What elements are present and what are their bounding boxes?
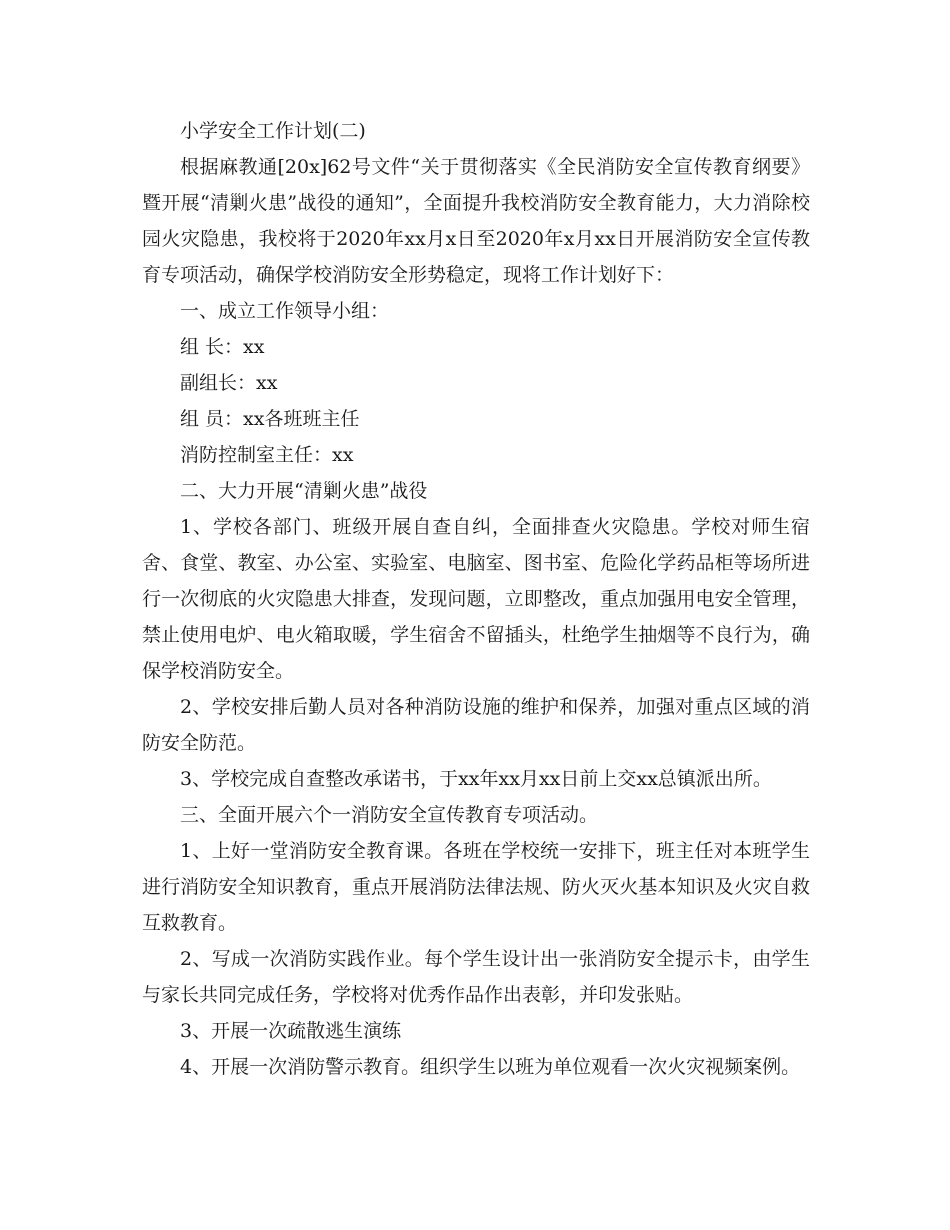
item-paragraph: 1、学校各部门、班级开展自查自纠，全面排查火灾隐患。学校对师生宿舍、食堂、教室、办公室、实验室、电脑室、图书室、危险化学药品柜等场所进行一次彻底的火灾隐患大排查，发现问题，立即整改，重点加强用电安全管理，禁止使用电炉、电火箱取暖，学生宿舍不留插头，杜绝学生抽烟等不良行为，确保学校消防安全。 — [142, 516, 810, 682]
section-heading-1: 一、成立工作领导小组： — [180, 300, 390, 322]
team-members-line: 组 员：xx各班班主任 — [180, 408, 360, 430]
section-heading-2: 二、大力开展“清剿火患”战役 — [180, 480, 428, 502]
item-paragraph: 3、开展一次疏散逃生演练 — [180, 1020, 402, 1042]
team-leader-line: 组 长：xx — [180, 336, 265, 358]
item-paragraph: 1、上好一堂消防安全教育课。各班在学校统一安排下，班主任对本班学生进行消防安全知识教育，重点开展消防法律法规、防火灭火基本知识及火灾自救互救教育。 — [142, 840, 810, 934]
deputy-leader-line: 副组长：xx — [180, 372, 278, 394]
item-paragraph: 2、写成一次消防实践作业。每个学生设计出一张消防安全提示卡，由学生与家长共同完成任务，学校将对优秀作品作出表彰，并印发张贴。 — [142, 948, 810, 1006]
item-paragraph: 2、学校安排后勤人员对各种消防设施的维护和保养，加强对重点区域的消防安全防范。 — [142, 696, 810, 754]
section-heading-3: 三、全面开展六个一消防安全宣传教育专项活动。 — [180, 804, 599, 826]
document-title: 小学安全工作计划(二) — [180, 120, 366, 142]
control-room-director-line: 消防控制室主任：xx — [180, 444, 354, 466]
intro-paragraph: 根据麻教通[20x]62号文件“关于贯彻落实《全民消防安全宣传教育纲要》暨开展“清剿火患”战役的通知”，全面提升我校消防安全教育能力，大力消除校园火灾隐患，我校将于2020年xx月x日至2020年x月xx日开展消防安全宣传教育专项活动，确保学校消防安全形势稳定，现将工作计划好下： — [142, 156, 810, 286]
document-page — [142, 113, 810, 1085]
item-paragraph: 3、学校完成自查整改承诺书，于xx年xx月xx日前上交xx总镇派出所。 — [180, 768, 772, 790]
item-paragraph: 4、开展一次消防警示教育。组织学生以班为单位观看一次火灾视频案例。 — [180, 1056, 801, 1078]
